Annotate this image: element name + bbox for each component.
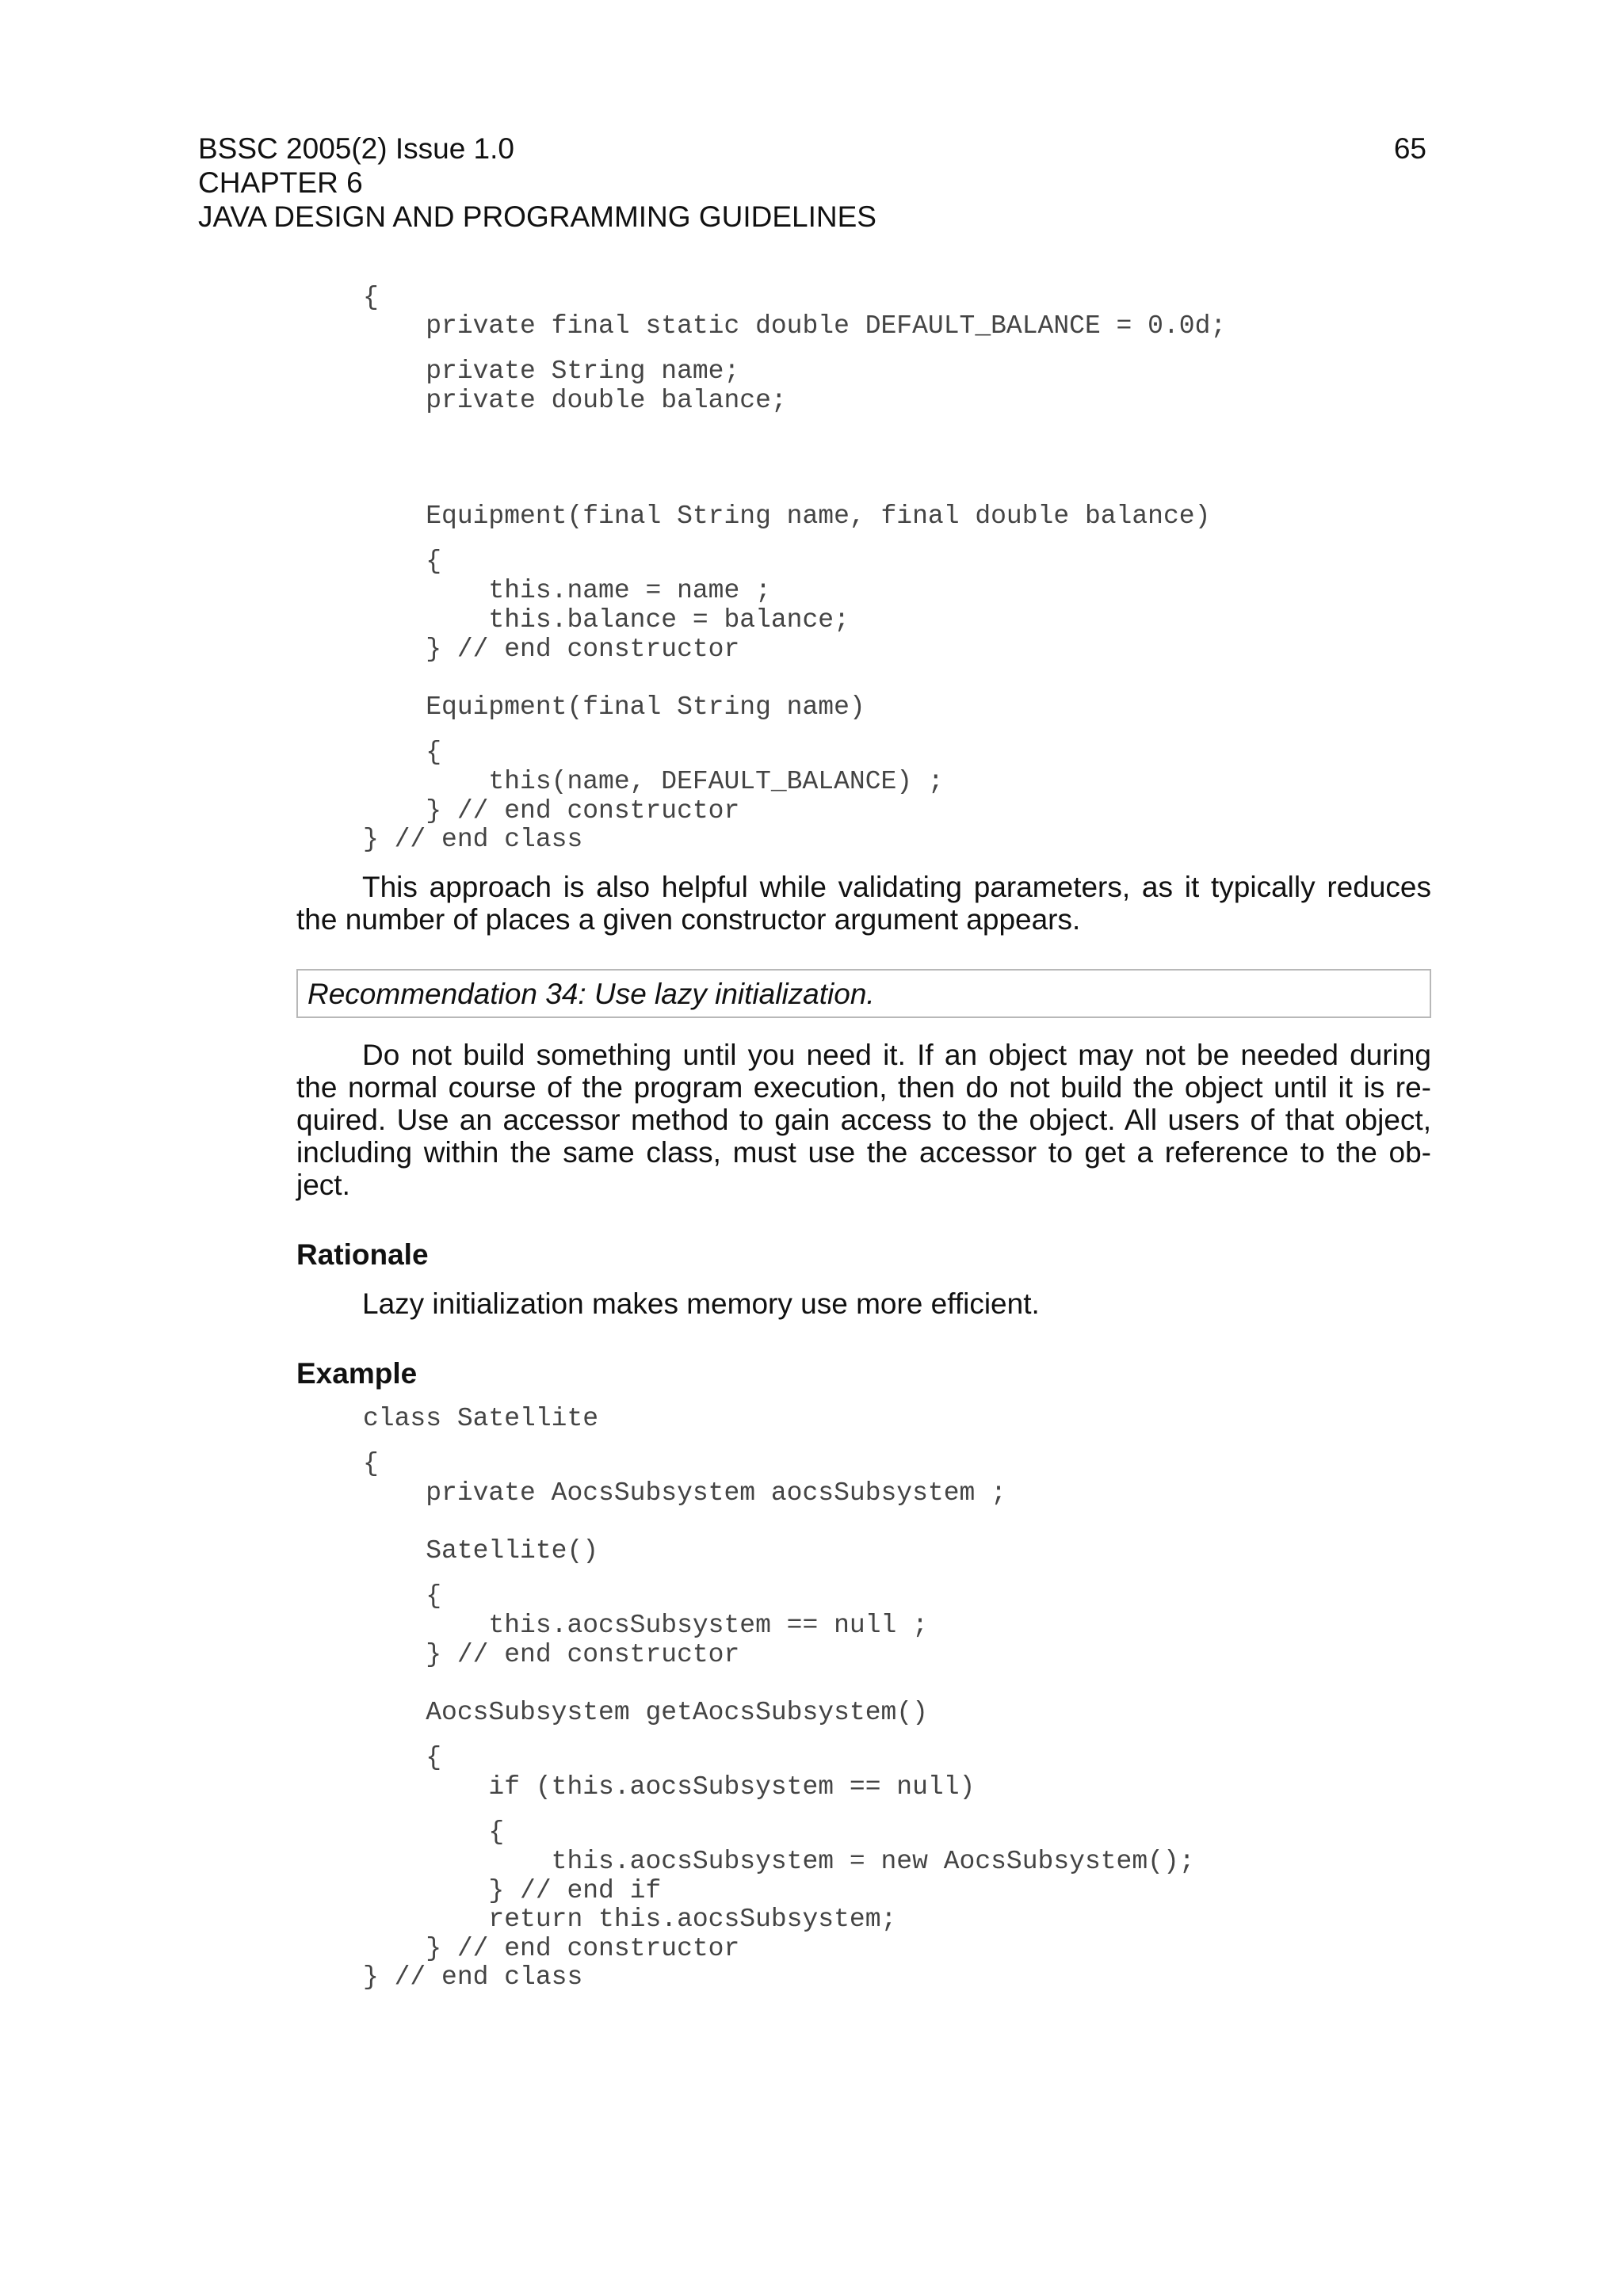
- body-paragraph: [296, 871, 1431, 936]
- recommendation-box: [296, 969, 1431, 1018]
- code-line: {: [363, 283, 379, 312]
- code-line: private String name;: [363, 357, 740, 386]
- code-line: {: [363, 1449, 379, 1478]
- code-line: } // end constructor: [363, 1934, 740, 1963]
- code-line: private AocsSubsystem aocsSubsystem ;: [363, 1478, 1006, 1508]
- code-line: this.aocsSubsystem = new AocsSubsystem();: [363, 1847, 1195, 1876]
- paragraph-text: Do not build something until you need it. If an object may not be needed during the normal course of the program execution, then do not build the object until it is re-quired. Use an accessor method to gain access to the object. All users of that object, including within the same class, must use the accessor to get a reference to the ob-ject.: [296, 1039, 1431, 1201]
- code-line: Satellite(): [363, 1536, 599, 1566]
- code-line: this(name, DEFAULT_BALANCE) ;: [363, 767, 944, 796]
- code-line: } // end constructor: [363, 796, 740, 826]
- body-paragraph: [296, 1039, 1431, 1201]
- code-line: this.aocsSubsystem == null ;: [363, 1611, 928, 1640]
- code-line: this.balance = balance;: [363, 605, 850, 635]
- code-line: {: [363, 1817, 505, 1847]
- code-line: AocsSubsystem getAocsSubsystem(): [363, 1698, 928, 1727]
- code-line: private double balance;: [363, 386, 787, 415]
- code-line: } // end class: [363, 825, 583, 854]
- code-line: {: [363, 1743, 442, 1772]
- page-number: 65: [1393, 132, 1426, 165]
- code-line: {: [363, 738, 442, 767]
- running-header: [198, 132, 876, 234]
- code-line: return this.aocsSubsystem;: [363, 1905, 897, 1934]
- code-line: this.name = name ;: [363, 576, 771, 605]
- example-heading: Example: [296, 1357, 418, 1390]
- code-line: if (this.aocsSubsystem == null): [363, 1772, 976, 1802]
- code-line: Equipment(final String name): [363, 692, 865, 722]
- rationale-text: Lazy initialization makes memory use more efficient.: [362, 1287, 1040, 1320]
- rationale-heading: Rationale: [296, 1238, 429, 1271]
- code-line: } // end class: [363, 1962, 583, 1992]
- chapter-title: JAVA DESIGN AND PROGRAMMING GUIDELINES: [198, 200, 876, 233]
- code-line: } // end constructor: [363, 635, 740, 664]
- paragraph-text: This approach is also helpful while validating parameters, as it typically reduces the number of places a given constructor argument appears.: [296, 871, 1431, 936]
- code-line: class Satellite: [363, 1404, 599, 1433]
- code-line: {: [363, 1581, 442, 1611]
- code-line: Equipment(final String name, final double balance): [363, 502, 1211, 531]
- chapter-label: CHAPTER 6: [198, 166, 363, 199]
- code-line: {: [363, 547, 442, 576]
- code-line: private final static double DEFAULT_BALANCE = 0.0d;: [363, 311, 1227, 341]
- document-id: BSSC 2005(2) Issue 1.0: [198, 132, 514, 165]
- code-line: } // end constructor: [363, 1640, 740, 1669]
- recommendation-text: Recommendation 34: Use lazy initialization.: [307, 978, 875, 1010]
- code-line: } // end if: [363, 1876, 662, 1905]
